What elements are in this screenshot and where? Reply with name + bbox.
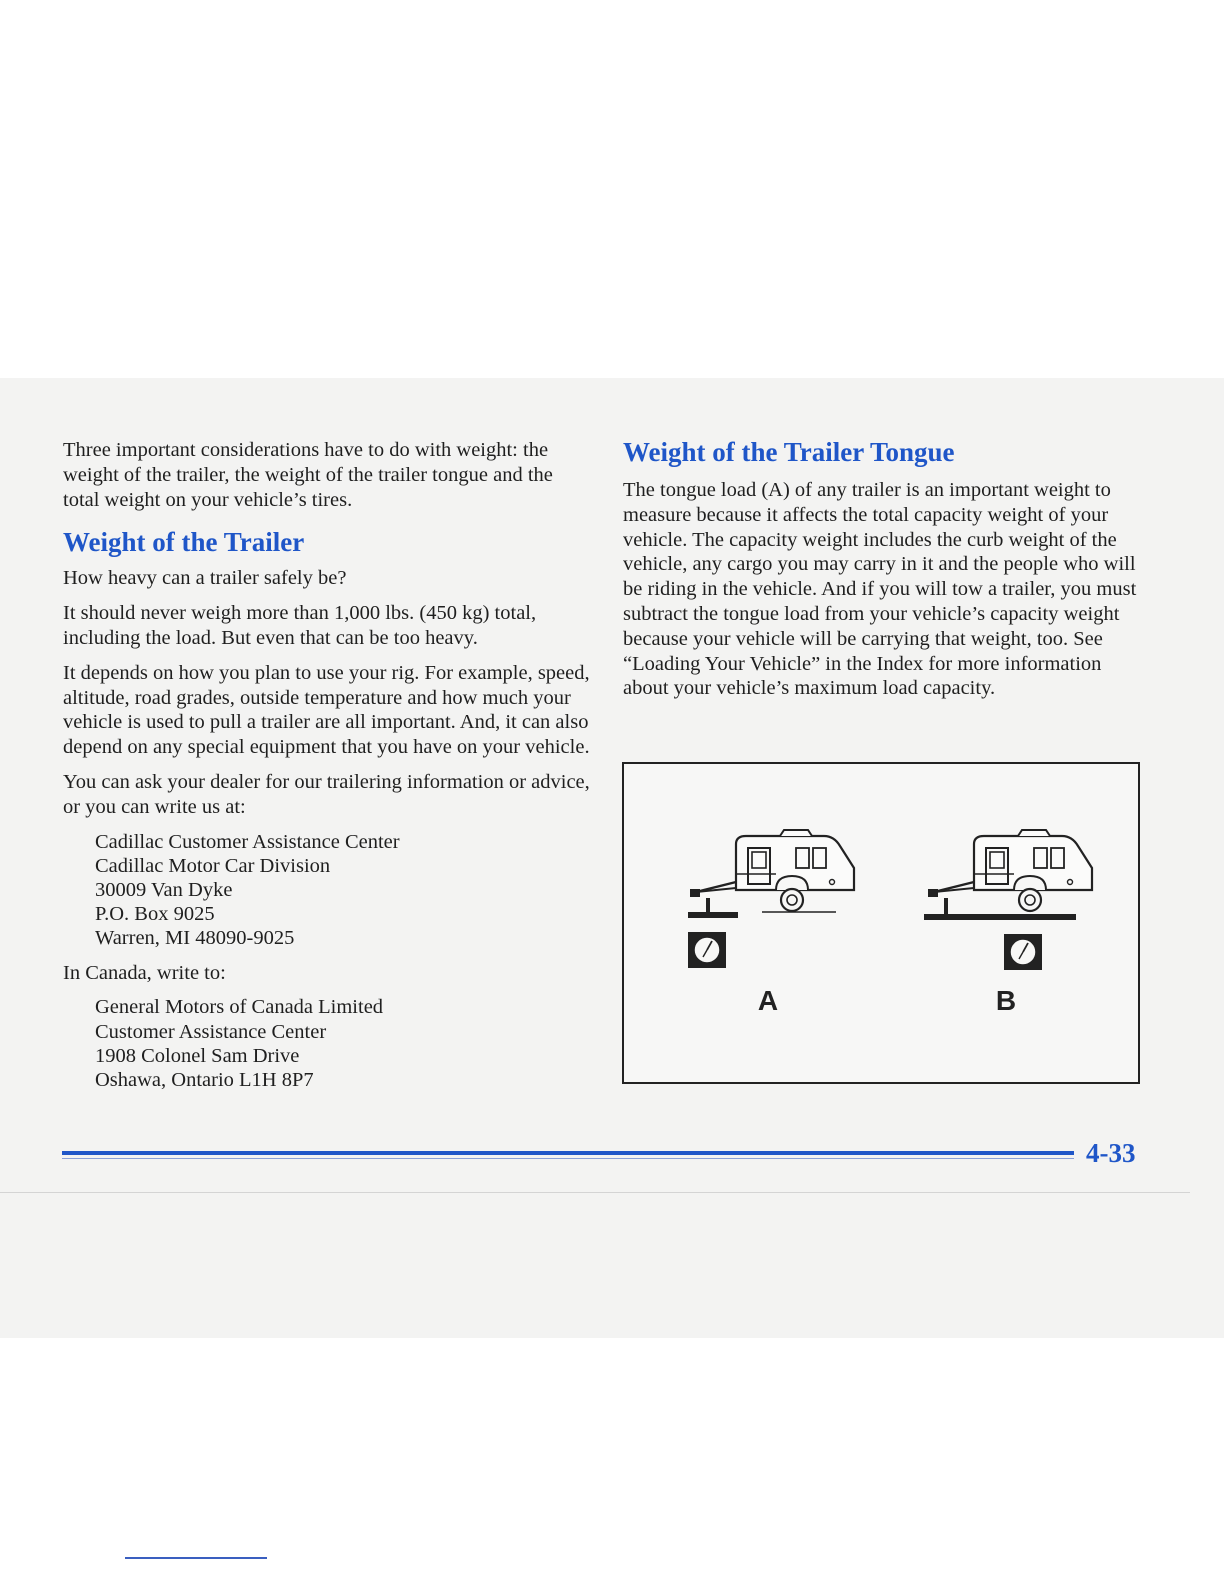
address-line: General Motors of Canada Limited	[95, 996, 384, 1019]
right-column	[623, 436, 1148, 701]
address-line: Oshawa, Ontario L1H 8P7	[95, 1068, 314, 1091]
address-line: Warren, MI 48090-9025	[95, 927, 295, 950]
figure-label-a: A	[757, 985, 779, 1016]
address-line: P.O. Box 9025	[95, 903, 215, 926]
us-address	[95, 830, 593, 951]
trailer-weighing-figure	[622, 762, 1140, 1084]
address-line: 1908 Colonel Sam Drive	[95, 1044, 300, 1067]
bottom-underline	[125, 1557, 267, 1559]
address-line: Cadillac Motor Car Division	[95, 854, 331, 877]
weight-of-trailer-heading: Weight of the Trailer	[63, 527, 305, 558]
weight-limit-paragraph: It should never weigh more than 1,000 lbs. (450 kg) total, including the load. But even that can be too heavy.	[63, 602, 537, 649]
address-line: Cadillac Customer Assistance Center	[95, 830, 400, 853]
page-edge-line	[0, 1192, 1190, 1193]
address-line: 30009 Van Dyke	[95, 878, 233, 901]
address-line: Customer Assistance Center	[95, 1020, 327, 1043]
left-column	[63, 438, 593, 1092]
tongue-load-paragraph: The tongue load (A) of any trailer is an important weight to measure because it affects the total capacity weight of your vehicle. The capacity weight includes the curb weight of the vehicle, any cargo you may carry in it and the people who will be riding in the vehicle. And if you will tow a trailer, you must subtract the tongue load from your vehicle’s capacity weight because your vehicle will be carrying that weight, too. See “Loading Your Vehicle” in the Index for more information about your vehicle’s maximum load capacity.	[623, 479, 1137, 700]
trailer-b-drawing	[924, 830, 1092, 970]
trailer-a-drawing	[688, 830, 854, 968]
question-paragraph: How heavy can a trailer safely be?	[63, 567, 347, 590]
footer-rule-thin	[62, 1158, 1074, 1159]
page-number: 4-33	[1086, 1138, 1136, 1168]
canada-address	[95, 995, 593, 1092]
footer-rule-thick	[62, 1151, 1074, 1155]
footer-rule	[62, 1138, 1152, 1168]
dealer-advice-paragraph: You can ask your dealer for our trailering information or advice, or you can write us at:	[63, 770, 590, 818]
intro-paragraph: Three important considerations have to do with weight: the weight of the trailer, the weight of the trailer tongue and the total weight on your vehicle’s tires.	[63, 439, 553, 511]
figure-label-b: B	[995, 985, 1017, 1016]
canada-intro: In Canada, write to:	[63, 961, 226, 984]
rig-usage-paragraph: It depends on how you plan to use your rig. For example, speed, altitude, road grades, outside temperature and how much your vehicle is used to pull a trailer are all important. And, it can also depend on any special equipment that you have on your vehicle.	[63, 661, 590, 759]
tongue-weight-heading: Weight of the Trailer Tongue	[623, 437, 955, 467]
